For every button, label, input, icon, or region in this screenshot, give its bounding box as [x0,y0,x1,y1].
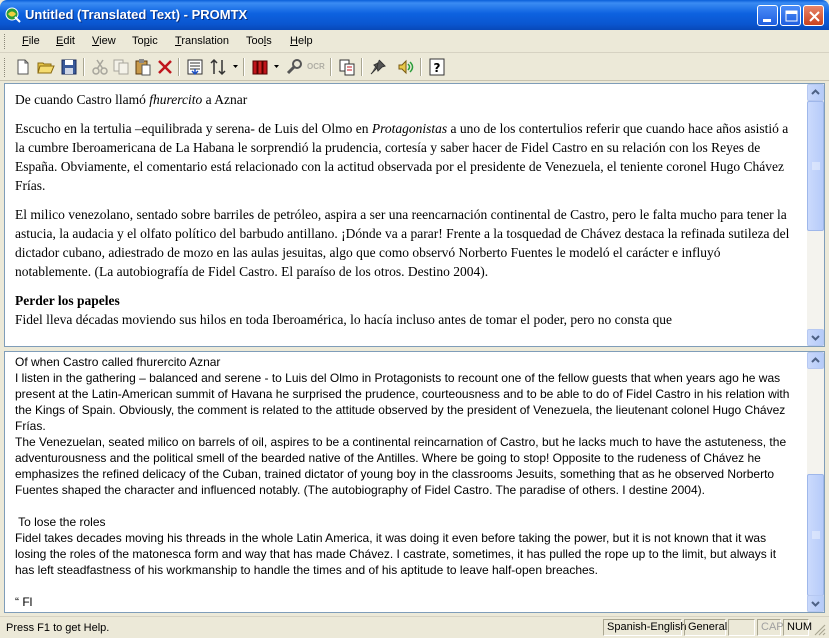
chevron-down-icon [808,330,823,345]
status-empty-cell [728,619,755,636]
source-paragraph-2: El milico venezolano, sentado sobre barriles de petróleo, aspira a ser una reencarnación continental de Castro, pero le falta mucho para tener la astucia, la audacia y el olfato político del barbudo antillano. ¡Dónde va a parar! Frente a la tosquedad de Chávez destaca la refinada sutileza del dictador cubano, adiestrado de mozo en las aulas jesuitas, algo que como observó Norberto Fuentes le modeló el carácter e influyó notablemente. (La autobiografía de Fidel Castro. El paraíso de los otros. Destino 2004). [15,207,790,279]
menu-translation[interactable]: Translation [175,35,230,47]
status-topic[interactable]: General [684,619,726,636]
settings-wrench-icon[interactable] [285,58,303,76]
save-icon[interactable] [60,58,78,76]
promt-app-icon [5,7,21,23]
blank-line [15,498,797,514]
status-help-text: Press F1 to get Help. [6,622,110,634]
scroll-grip-icon [812,531,820,539]
translation-paragraph-2: The Venezuelan, seated milico on barrels of oil, aspires to be a continental reincarnation of Castro, but he lacks much to have the astuteness, the adventurousness and the political smell of the bearded native of the Antilles. Where be going to stop! Opposite to the rudeness of Chávez he emphasizes the refined delicacy of the Cuban, trained dictator of young boy in the classrooms Jesuits, something that as he observed Norberto Fuentes shaped the character and influenced notably. (The autobiography of Fidel Castro. The paradise of others. I destine 2004). [15,435,787,497]
source-scroll-down-button[interactable] [807,329,824,346]
translation-text-pane[interactable] [4,351,825,613]
status-cap-indicator: CAP [757,619,781,636]
menu-file-rest: ile [28,35,40,47]
scroll-grip-icon [812,162,820,170]
toolbar-grip [4,58,7,77]
open-folder-icon[interactable] [37,58,55,76]
chevron-down-icon [808,596,823,611]
help-icon[interactable] [428,58,446,76]
svg-text:?: ? [433,61,441,75]
maximize-button[interactable] [780,5,801,26]
translation-scrollbar[interactable] [807,352,824,612]
split-window-icon[interactable] [338,58,356,76]
close-button[interactable] [803,5,824,26]
dictionary-icon[interactable] [251,58,269,76]
new-document-icon[interactable] [14,58,32,76]
source-paragraph-1: Escucho en la tertulia –equilibrada y serena- de Luis del Olmo en Protagonistas a uno de los contertulios referir que cuando hace años asistió a la cumbre Iberoamericana de La Habana le sorprendió la prudencia, cortesía y saber hacer de Fidel Castro en su relación con los Reyes de España. Obviamente, el comentario está relacionado con la actitud observada por el presidente de Venezuela, el teniente coronel Hugo Chávez Frías. [15,121,789,193]
toolbar [0,54,829,81]
source-text[interactable] [5,84,807,346]
chevron-up-icon [808,85,823,100]
maximize-icon [781,6,802,27]
translation-scroll-down-button[interactable] [807,595,824,612]
menu-help[interactable]: Help [290,35,313,47]
cut-icon[interactable] [91,58,109,76]
status-translation-direction[interactable]: Spanish-English [603,619,682,636]
translation-direction-icon[interactable] [209,58,227,76]
title-bar[interactable] [0,0,829,30]
status-num-indicator: NUM [783,619,809,636]
ocr-icon[interactable]: OCR [307,62,325,71]
translation-heading: To lose the roles [15,515,106,529]
translation-paragraph-1: I listen in the gathering – balanced and serene - to Luis del Olmo in Protagonists to recount one of the fellow guests that when years ago he was present at the Latin-American summit of Havana he surprised the prudence, courteousness and to be able to do of Fidel Castro in his relation with the Kings of Spain. Obviously, the comment is related to the attitude observed by the president of Venezuela, the lieutenant colonel Hugo Chávez Frías. [15,371,790,433]
menu-edit[interactable]: Edit [56,35,75,47]
paste-icon[interactable] [134,58,152,76]
source-scroll-up-button[interactable] [807,84,824,101]
chevron-up-icon [808,353,823,368]
copy-icon[interactable] [112,58,130,76]
translation-text[interactable] [5,352,807,612]
translate-icon[interactable] [186,58,204,76]
menu-file[interactable]: File [22,35,40,47]
translation-scroll-up-button[interactable] [807,352,824,369]
translation-scroll-thumb[interactable] [807,474,824,596]
minimize-button[interactable] [757,5,778,26]
window-title: Untitled (Translated Text) - PROMTX [25,7,248,22]
menu-bar [0,30,829,53]
menu-topic[interactable]: Topic [132,35,158,47]
direction-dropdown-icon[interactable] [233,65,238,68]
translation-title: Of when Castro called fhurercito Aznar [15,355,221,369]
source-heading: Perder los papeles [15,293,120,308]
source-scrollbar[interactable] [807,84,824,346]
speaker-icon[interactable] [397,58,415,76]
delete-icon[interactable] [156,58,174,76]
source-title: De cuando Castro llamó fhurercito a Aznar [15,92,248,107]
source-text-pane[interactable] [4,83,825,347]
close-icon [804,6,825,27]
source-paragraph-3: Fidel lleva décadas moviendo sus hilos en toda Iberoamérica, lo hacía incluso antes de tomar el poder, pero no consta que [15,312,672,327]
translation-partial-line: “ Fl [15,595,33,609]
resize-grip-icon[interactable] [813,623,826,636]
menu-grip [4,34,7,49]
minimize-icon [758,6,779,27]
status-bar [0,616,829,638]
menu-tools[interactable]: Tools [246,35,272,47]
menu-view[interactable]: View [92,35,116,47]
toolbar-separator [83,58,85,76]
pin-icon[interactable] [369,58,387,76]
source-scroll-thumb[interactable] [807,101,824,231]
dictionary-dropdown-icon[interactable] [274,65,279,68]
translation-paragraph-3: Fidel takes decades moving his threads in the whole Latin America, it was doing it even before taking the power, but it is not known that it was losing the roles of the matonesca form and way that has made Chávez. I castrate, sometimes, it has pulled the rope up to the limit, but always it has left steadfastness of his workmanship to handle the times and of his aptitude to leave half-open breaches. [15,531,777,577]
